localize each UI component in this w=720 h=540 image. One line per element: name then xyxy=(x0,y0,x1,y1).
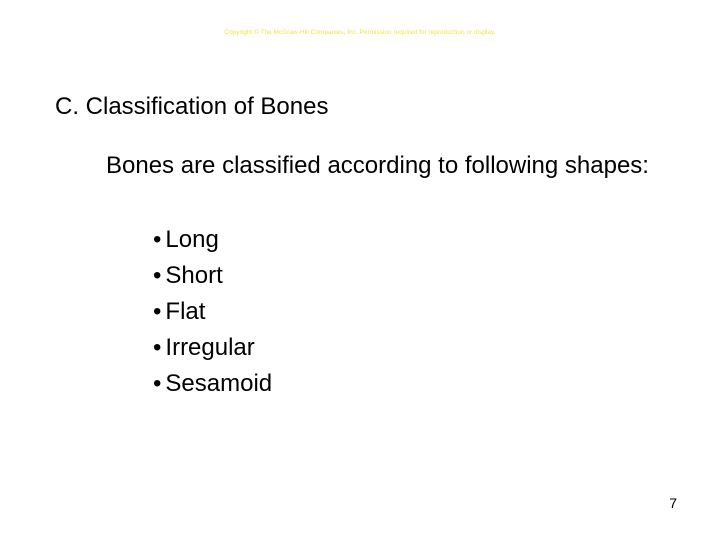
bullet-icon: • xyxy=(153,226,162,253)
slide-title: C. Classification of Bones xyxy=(55,93,329,120)
bullet-item-flat xyxy=(153,294,272,330)
bullet-icon: • xyxy=(153,334,162,361)
bullet-label: Sesamoid xyxy=(165,370,273,397)
bullet-icon: • xyxy=(153,298,162,325)
bullet-item-long xyxy=(153,222,272,258)
bullet-list xyxy=(153,222,272,402)
bullet-label: Flat xyxy=(165,298,206,325)
copyright-notice: Copyright © The McGraw-Hill Companies, Inc. Permission required for reproduction or display. xyxy=(224,29,496,36)
page-number: 7 xyxy=(669,495,677,511)
bullet-label: Irregular xyxy=(165,334,255,361)
intro-text: Bones are classified according to following shapes: xyxy=(106,152,649,179)
bullet-icon: • xyxy=(153,262,162,289)
bullet-label: Short xyxy=(165,262,223,289)
bullet-item-sesamoid xyxy=(153,366,272,402)
bullet-label: Long xyxy=(165,226,219,253)
bullet-item-short xyxy=(153,258,272,294)
bullet-item-irregular xyxy=(153,330,272,366)
bullet-icon: • xyxy=(153,370,162,397)
